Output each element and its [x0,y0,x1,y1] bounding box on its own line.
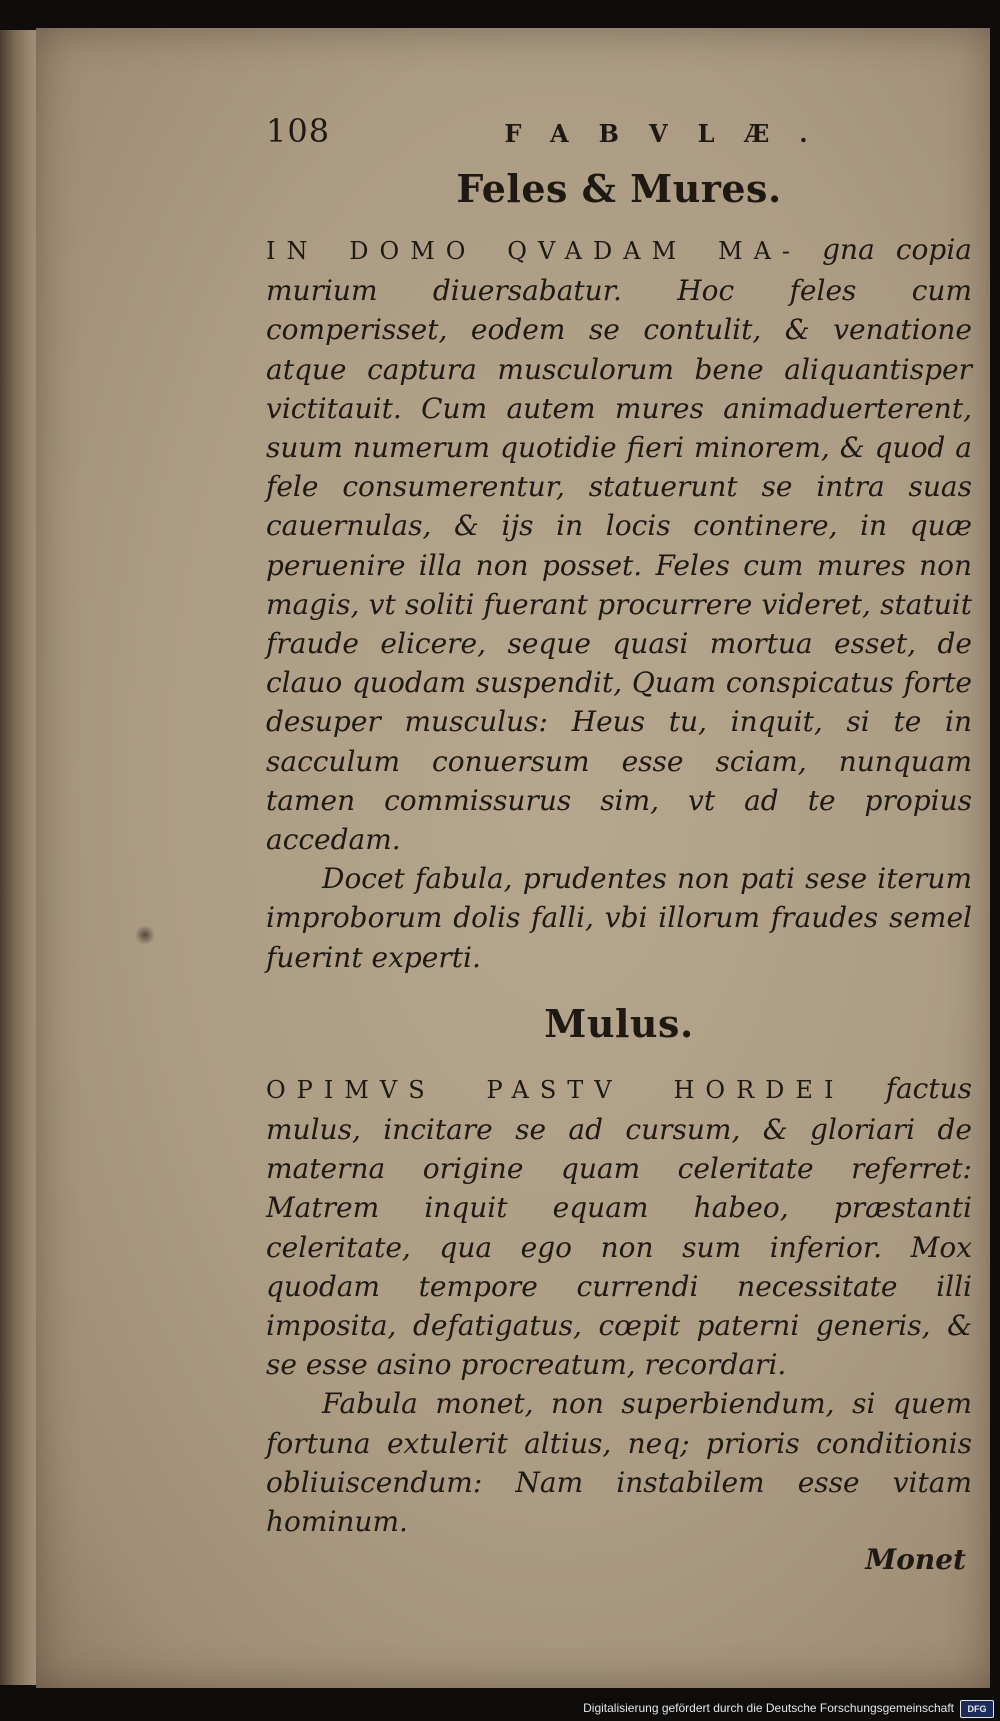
funding-credit: Digitalisierung gefördert durch die Deutsche Forschungsgemeinschaft [583,1701,954,1715]
fable-title: Feles & Mures. [456,166,782,211]
dfg-logo-icon: DFG [960,1700,994,1718]
fable-text [266,230,972,859]
running-head-title: FABVLÆ. [504,119,838,148]
fable-lead: OPIMVS PASTV HORDEI [266,1075,845,1104]
text-block [266,112,972,1579]
catchword: Monet [865,1543,966,1577]
fable-feles-mures [266,164,972,977]
digitization-footer [0,1697,1000,1721]
fable-text [266,1069,972,1385]
fable-body: factus mulus, incitare se ad cursum, & gloriari de materna origine quam celeritate referret: Matrem inquit equam habeo, præstanti celeritate, qua ego non sum inferior. Mox quodam tempore currendi necessitate illi imposita, defatigatus, cœpit paterni generis, & se esse asino procreatum, recordari. [266,1071,972,1382]
page-number: 108 [266,112,331,150]
fable-moral: Fabula monet, non superbiendum, si quem fortuna extulerit altius, neq; prioris conditionis obliuiscendum: Nam instabilem esse vitam hominum. [266,1387,972,1539]
fable-moral: Docet fabula, prudentes non pati sese iterum improborum dolis falli, vbi illorum fraudes semel fuerint experti. [266,862,972,974]
fable-lead: IN DOMO QVADAM MA- [266,237,802,265]
paper-stain [134,926,156,944]
fable-body: gna copia murium diuersabatur. Hoc feles cum comperisset, eodem se contulit, & venatione atque captura musculorum bene aliquantisper victitauit. Cum autem mures animaduerterent, suum numerum quotidie fieri minorem, & quod a fele consumerentur, statuerunt se intra suas cauernulas, & ijs in locis continere, in quæ peruenire illa non posset. Feles cum mures non magis, vt soliti fuerant procurrere videret, statuit fraude elicere, seque quasi mortua esset, de clauo quodam suspendit, Quam conspicatus forte desuper musculus: Heus tu, inquit, si te in sacculum conuersum esse sciam, nunquam tamen commissurus sim, vt ad te propius accedam. [266,233,972,857]
fable-mulus [266,999,972,1541]
running-head [266,112,972,164]
fable-title: Mulus. [544,1000,694,1046]
